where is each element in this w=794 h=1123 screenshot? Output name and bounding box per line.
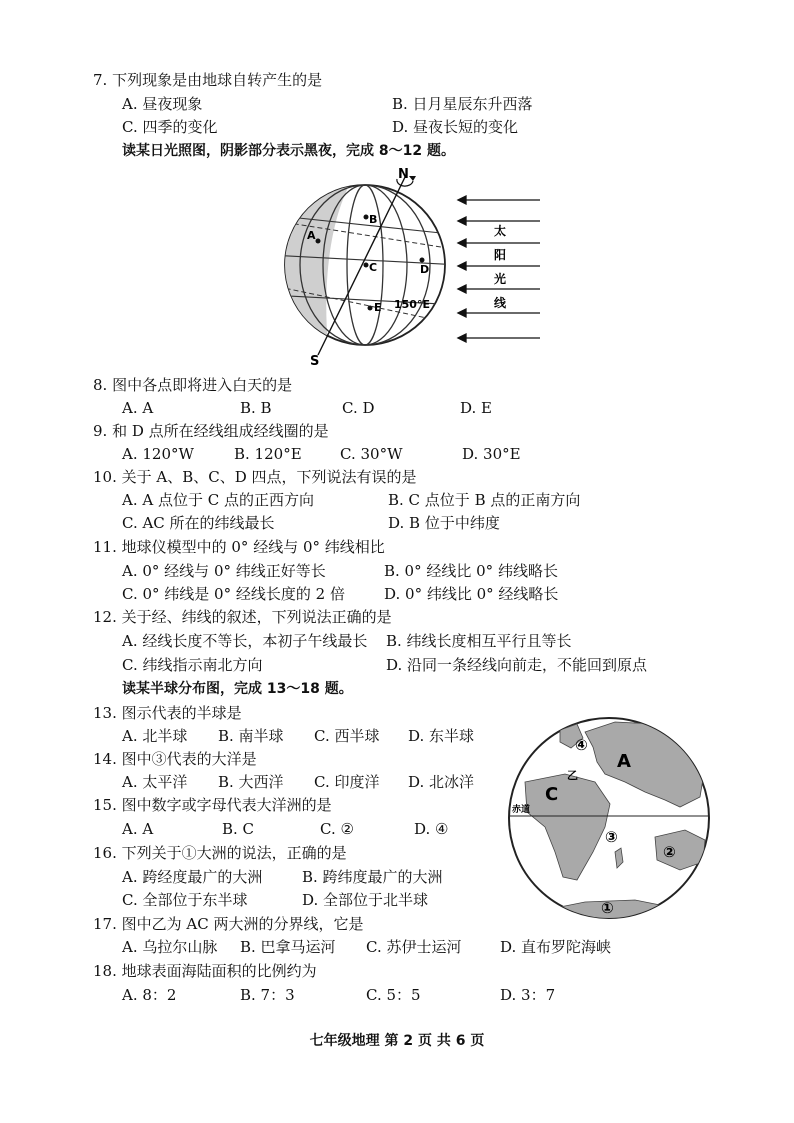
q7-option-c: C. 四季的变化 <box>122 118 218 136</box>
q9-option-b: B. 120°E <box>234 445 302 463</box>
q13-option-a: A. 北半球 <box>122 727 188 745</box>
page-footer: 七年级地理 第 2 页 共 6 页 <box>309 1033 485 1049</box>
sun-ray-arrows <box>458 196 540 342</box>
q14-option-d: D. 北冰洋 <box>408 773 475 791</box>
q7-option-a: A. 昼夜现象 <box>122 95 203 113</box>
q16-option-b: B. 跨纬度最广的大洲 <box>302 868 443 886</box>
q7-option-d: D. 昼夜长短的变化 <box>392 118 519 136</box>
continent-c-label: C <box>545 784 559 805</box>
q12-option-b: B. 纬线长度相互平行且等长 <box>386 632 572 650</box>
q16-option-c: C. 全部位于东半球 <box>122 891 248 909</box>
q11-option-b: B. 0° 经线比 0° 纬线略长 <box>384 562 558 580</box>
q11-stem: 11. 地球仪模型中的 0° 经线与 0° 纬线相比 <box>93 538 385 556</box>
q15-option-d: D. ④ <box>414 820 449 838</box>
q14-option-a: A. 太平洋 <box>122 773 188 791</box>
label-three: ③ <box>605 828 618 846</box>
q9-option-c: C. 30°W <box>340 445 403 463</box>
reading-note-1: 读某日光照图，阴影部分表示黑夜，完成 8～12 题。 <box>122 143 455 159</box>
q7-option-b: B. 日月星辰东升西落 <box>392 95 533 113</box>
q11-option-a: A. 0° 经线与 0° 纬线正好等长 <box>122 562 326 580</box>
q10-option-d: D. B 位于中纬度 <box>388 514 500 532</box>
q15-option-c: C. ② <box>320 820 354 838</box>
q11-option-c: C. 0° 纬线是 0° 经线长度的 2 倍 <box>122 585 345 603</box>
q8-option-a: A. A <box>122 399 154 417</box>
north-label: N <box>398 167 409 182</box>
q18-option-c: C. 5：5 <box>366 986 421 1004</box>
q7-stem: 7. 下列现象是由地球自转产生的是 <box>93 71 323 89</box>
equator-label: 赤道 <box>512 805 531 815</box>
point-e-label: E <box>374 301 382 314</box>
point-b-label: B <box>369 213 378 226</box>
label-one: ① <box>601 899 614 917</box>
q18-option-b: B. 7：3 <box>240 986 295 1004</box>
q14-option-c: C. 印度洋 <box>314 773 380 791</box>
q9-option-d: D. 30°E <box>462 445 521 463</box>
q17-option-d: D. 直布罗陀海峡 <box>500 938 612 956</box>
q9-option-a: A. 120°W <box>122 445 194 463</box>
yi-label: 乙 <box>567 769 578 782</box>
hemisphere-map-figure <box>505 712 715 922</box>
q15-option-b: B. C <box>222 820 255 838</box>
sun-label-1: 太 <box>494 224 507 238</box>
longitude-150e-label: 150°E <box>394 298 430 311</box>
sun-label-3: 光 <box>494 272 507 286</box>
q14-option-b: B. 大西洋 <box>218 773 284 791</box>
q17-stem: 17. 图中乙为 AC 两大洲的分界线，它是 <box>93 915 364 933</box>
q9-stem: 9. 和 D 点所在经线组成经线圈的是 <box>93 422 329 440</box>
south-label: S <box>310 354 320 369</box>
q13-option-d: D. 东半球 <box>408 727 475 745</box>
q17-option-c: C. 苏伊士运河 <box>366 938 462 956</box>
q10-option-a: A. A 点位于 C 点的正西方向 <box>122 491 314 509</box>
point-d-label: D <box>420 263 430 276</box>
q10-option-b: B. C 点位于 B 点的正南方向 <box>388 491 581 509</box>
q13-option-b: B. 南半球 <box>218 727 284 745</box>
q12-option-a: A. 经线长度不等长，本初子午线最长 <box>122 632 368 650</box>
q18-option-a: A. 8：2 <box>122 986 177 1004</box>
q14-stem: 14. 图中③代表的大洋是 <box>93 750 257 768</box>
continent-a-label: A <box>617 751 631 772</box>
q15-stem: 15. 图中数字或字母代表大洋洲的是 <box>93 796 332 814</box>
q13-stem: 13. 图示代表的半球是 <box>93 704 242 722</box>
q10-option-c: C. AC 所在的纬线最长 <box>122 514 275 532</box>
sun-label-2: 阳 <box>494 248 507 262</box>
point-c-label: C <box>369 261 378 274</box>
q11-option-d: D. 0° 纬线比 0° 经线略长 <box>384 585 559 603</box>
q17-option-b: B. 巴拿马运河 <box>240 938 336 956</box>
point-a-label: A <box>307 229 316 242</box>
q13-option-c: C. 西半球 <box>314 727 380 745</box>
sunlight-globe-figure <box>270 165 560 375</box>
q8-option-c: C. D <box>342 399 375 417</box>
label-four: ④ <box>575 736 588 754</box>
label-two: ② <box>663 843 676 861</box>
q12-stem: 12. 关于经、纬线的叙述，下列说法正确的是 <box>93 608 392 626</box>
q18-stem: 18. 地球表面海陆面积的比例约为 <box>93 962 317 980</box>
reading-note-2: 读某半球分布图，完成 13～18 题。 <box>122 681 353 697</box>
q16-option-d: D. 全部位于北半球 <box>302 891 429 909</box>
q8-stem: 8. 图中各点即将进入白天的是 <box>93 376 293 394</box>
q15-option-a: A. A <box>122 820 154 838</box>
q8-option-d: D. E <box>460 399 492 417</box>
q12-option-c: C. 纬线指示南北方向 <box>122 656 263 674</box>
q12-option-d: D. 沿同一条经线向前走，不能回到原点 <box>386 656 648 674</box>
q17-option-a: A. 乌拉尔山脉 <box>122 938 218 956</box>
q16-stem: 16. 下列关于①大洲的说法，正确的是 <box>93 844 347 862</box>
q10-stem: 10. 关于 A、B、C、D 四点，下列说法有误的是 <box>93 468 417 486</box>
q16-option-a: A. 跨经度最广的大洲 <box>122 868 263 886</box>
q18-option-d: D. 3：7 <box>500 986 556 1004</box>
sun-label-4: 线 <box>494 296 507 310</box>
q8-option-b: B. B <box>240 399 272 417</box>
